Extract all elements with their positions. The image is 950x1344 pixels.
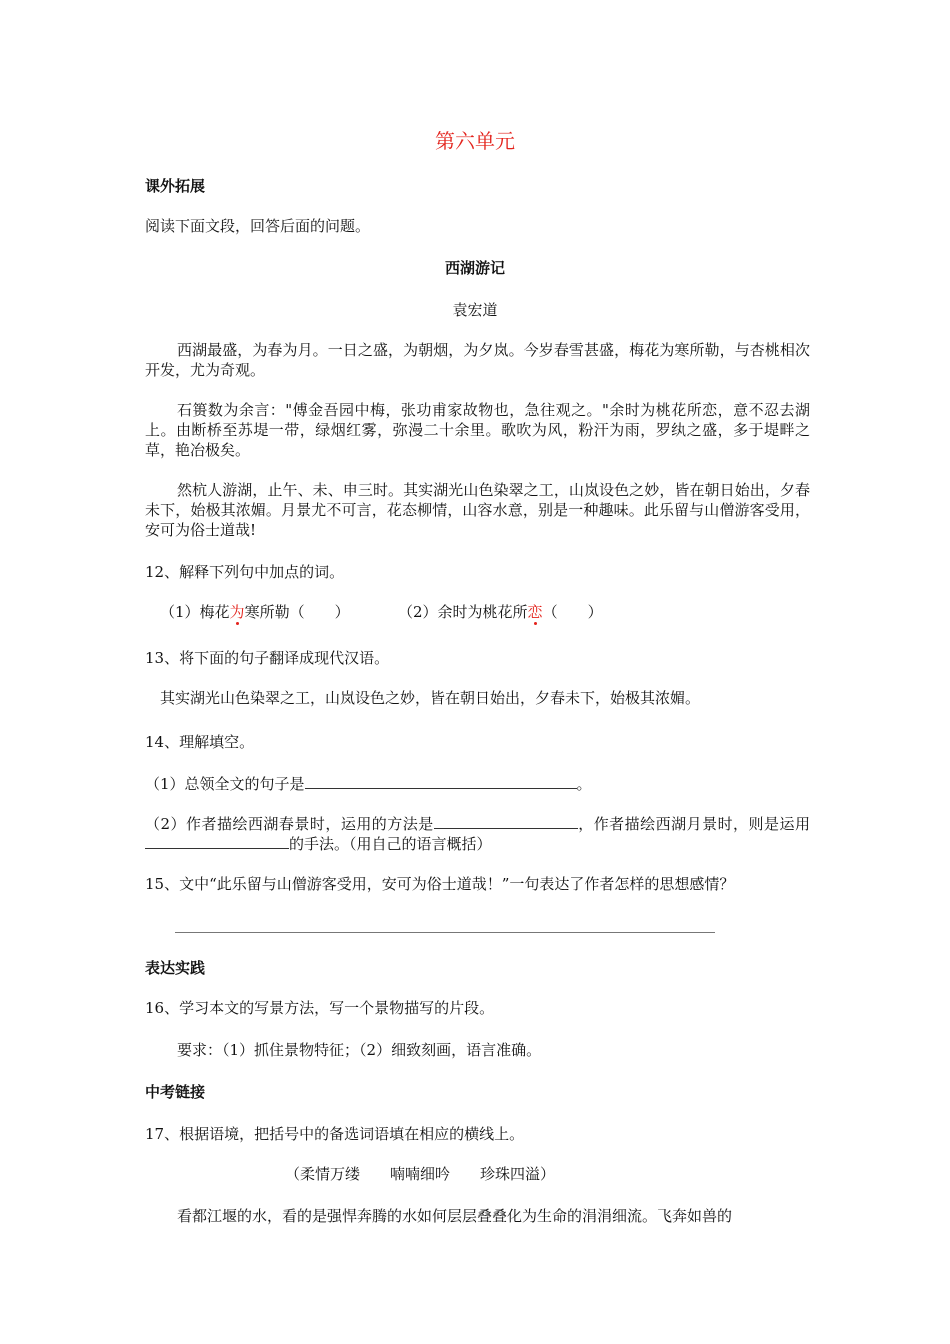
- q14-part1-blank[interactable]: [305, 774, 577, 789]
- question-13-sentence: 其实湖光山色染翠之工，山岚设色之妙，皆在朝日始出，夕春未下，始极其浓媚。: [160, 689, 701, 707]
- passage-paragraph-3: 然杭人游湖，止午、未、申三时。其实湖光山色染翠之工，山岚设色之妙，皆在朝日始出，夕春未下，始极其浓媚。月景尤不可言，花态柳情，山容水意，别是一种趣味。此乐留与山僧游客受用，安可为俗士道哉!: [145, 481, 810, 539]
- section-heading-practice: 表达实践: [145, 959, 206, 977]
- q14-part1-prefix: （1）总领全文的句子是: [145, 775, 305, 793]
- passage-paragraph-2: 石篑数为余言："傅金吾园中梅，张功甫家故物也，急往观之。"余时为桃花所恋，意不忍去湖上。由断桥至苏堤一带，绿烟红雾，弥漫二十余里。歌吹为风，粉汗为雨，罗纨之盛，多于堤畔之草，艳冶极矣。: [145, 401, 810, 459]
- q14-part2-blank-2[interactable]: [145, 834, 289, 849]
- q14-part2-a: （2）作者描绘西湖春景时，运用的方法是: [145, 815, 434, 833]
- instruction: 阅读下面文段，回答后面的问题。: [145, 217, 371, 235]
- question-17-text: 看都江堰的水，看的是强悍奔腾的水如何层层叠叠化为生命的涓涓细流。飞奔如兽的: [177, 1207, 733, 1225]
- section-heading-exam: 中考链接: [145, 1083, 206, 1101]
- question-12-item-1: [160, 602, 350, 622]
- question-17-options: [285, 1164, 555, 1184]
- q17-option-2: 喃喃细吟: [390, 1165, 451, 1183]
- question-14-part-1: [145, 774, 592, 794]
- question-16-requirement: 要求：（1）抓住景物特征；（2）细致刻画，语言准确。: [177, 1041, 542, 1059]
- question-13-stem: 13、将下面的句子翻译成现代汉语。: [145, 649, 390, 667]
- q12-item1-dotted-word: 为: [229, 603, 245, 621]
- q17-option-3: 珍珠四溢）: [480, 1165, 556, 1183]
- page-title: 第六单元: [435, 129, 515, 153]
- passage-paragraph-1: 西湖最盛，为春为月。一日之盛，为朝烟，为夕岚。今岁春雪甚盛，梅花为寒所勒，与杏桃相次开发，尤为奇观。: [145, 341, 810, 379]
- q14-part2-blank-1[interactable]: [434, 814, 578, 829]
- passage-author: 袁宏道: [452, 301, 498, 319]
- question-12-stem: 12、解释下列句中加点的词。: [145, 563, 345, 581]
- question-14-part-2: [145, 814, 810, 854]
- q12-item2-dotted-word: 恋: [527, 603, 543, 621]
- q12-item2-prefix: （2）余时为桃花所: [398, 603, 528, 621]
- question-15-answer-line[interactable]: [175, 932, 715, 933]
- q12-item2-suffix: （ ）: [542, 603, 603, 621]
- question-16-stem: 16、学习本文的写景方法，写一个景物描写的片段。: [145, 999, 495, 1017]
- question-12-item-2: [398, 602, 603, 622]
- section-heading-extra: 课外拓展: [145, 177, 206, 195]
- passage-title: 西湖游记: [444, 259, 505, 277]
- q14-part2-c: 的手法。（用自己的语言概括）: [289, 835, 492, 853]
- q17-option-1: （柔情万缕: [285, 1165, 361, 1183]
- question-17-stem: 17、根据语境，把括号中的备选词语填在相应的横线上。: [145, 1125, 525, 1143]
- q14-part1-suffix: 。: [576, 775, 592, 793]
- question-15-stem: 15、文中“此乐留与山僧游客受用，安可为俗士道哉！”一句表达了作者怎样的思想感情？: [145, 875, 735, 893]
- q14-part2-b: ，作者描绘西湖月景时，则是运用: [577, 815, 810, 833]
- question-14-stem: 14、理解填空。: [145, 733, 255, 751]
- q12-item1-suffix: 寒所勒（ ）: [244, 603, 350, 621]
- q12-item1-prefix: （1）梅花: [160, 603, 230, 621]
